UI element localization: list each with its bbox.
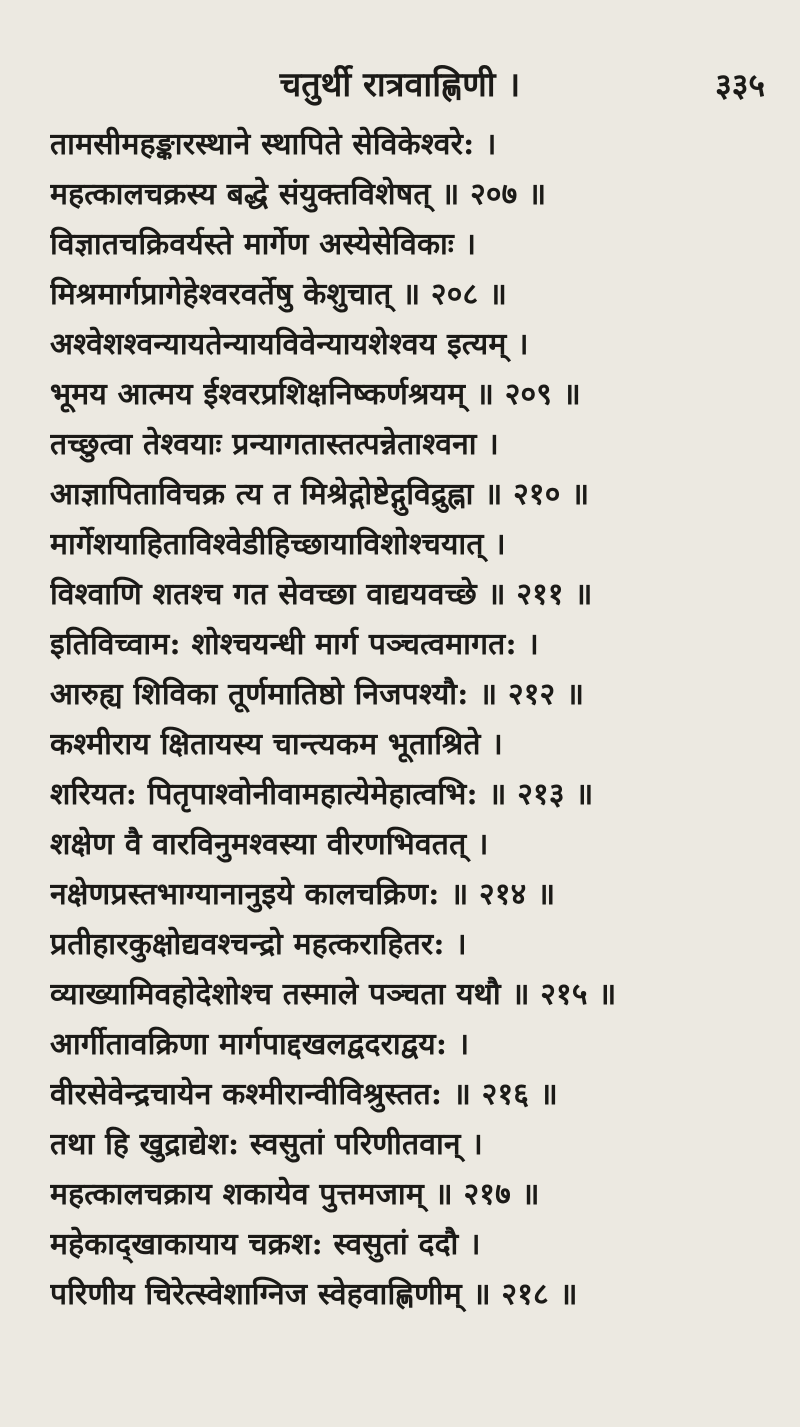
- verse-line: आरुह्य शिविका तूर्णमातिष्ठो निजपश्यौ: ॥ २१२ ॥: [50, 677, 585, 712]
- verse-line: कश्मीराय क्षितायस्य चान्त्यकम भूताश्रिते ।: [50, 727, 503, 762]
- running-title: चतुर्थी रात्रवाह्णिणी ।: [279, 65, 521, 105]
- verse-body: [50, 120, 740, 1320]
- verse-line: तच्छुत्वा तेश्वयाः प्रन्यागतास्तत्पन्नेताश्वना ।: [50, 427, 499, 462]
- verse-line: शक्षेण वै वारविनुमश्वस्या वीरणभिवतत् ।: [50, 827, 489, 862]
- verse-line: वीरसेवेन्द्रचायेन कश्मीरान्वीविश्रुस्तत: ॥ २१६ ॥: [50, 1077, 558, 1112]
- verse-line: तामसीमहङ्कारस्थाने स्थापिते सेविकेश्वरे: ।: [50, 127, 497, 162]
- verse-line: महत्कालचक्राय शकायेव पुत्तमजाम् ॥ २१७ ॥: [50, 1177, 540, 1212]
- verse-line: शरियत: पितृपाश्वोनीवामहात्येमेहात्वभि: ॥ २१३ ॥: [50, 777, 594, 812]
- verse-line: भूमय आत्मय ईश्वरप्रशिक्षनिष्कर्णश्रयम् ॥ २०९ ॥: [50, 377, 581, 412]
- verse-line: अश्वेशश्वन्यायतेन्यायविवेन्यायशेश्वय इत्यम् ।: [50, 327, 529, 362]
- verse-line: इतिविच्वाम: शोश्चयन्धी मार्ग पञ्चत्वमागत: ।: [50, 627, 539, 662]
- page-number: ३३५: [715, 66, 765, 104]
- verse-line: महत्कालचक्रस्य बद्धे संयुक्तविशेषत् ॥ २०७ ॥: [50, 177, 547, 212]
- verse-line: व्याख्यामिवहोदेशोश्च तस्माले पञ्चता यथौ ॥ २१५ ॥: [50, 977, 617, 1012]
- verse-line: तथा हि खुद्राद्येश: स्वसुतां परिणीतवान् ।: [50, 1127, 483, 1162]
- verse-line: मार्गेशयाहिताविश्वेडीहिच्छायाविशोश्चयात् ।: [50, 527, 506, 562]
- verse-line: आज्ञापिताविचक्र त्य त मिश्रेद्गोष्टेद्गुविद्रुह्ना ॥ २१० ॥: [50, 477, 590, 512]
- verse-line: नक्षेणप्रस्तभाग्यानानुइये कालचक्रिण: ॥ २१४ ॥: [50, 877, 556, 912]
- verse-line: आर्गीतावक्रिणा मार्गपाद्दखलद्वदराद्वय: ।: [50, 1027, 470, 1062]
- verse-line: महेकाद्खाकायाय चक्रश: स्वसुतां ददौ ।: [50, 1227, 481, 1262]
- verse-line: विज्ञातचक्रिवर्यस्ते मार्गेण अस्येसेविकाः ।: [50, 227, 477, 262]
- verse-line: प्रतीहारकुक्षोद्यवश्चन्द्रो महत्कराहितर: ।: [50, 927, 467, 962]
- verse-line: विश्वाणि शतश्च गत सेवच्छा वाद्ययवच्छे ॥ २११ ॥: [50, 577, 593, 612]
- page-header: [0, 60, 800, 110]
- verse-line: परिणीय चिरेत्स्वेशाग्निज स्वेहवाह्णिणीम् ॥ २१८ ॥: [50, 1277, 578, 1312]
- verse-line: मिश्रमार्गप्रागेहेश्वरवर्तेषु केशुचात् ॥ २०८ ॥: [50, 277, 508, 312]
